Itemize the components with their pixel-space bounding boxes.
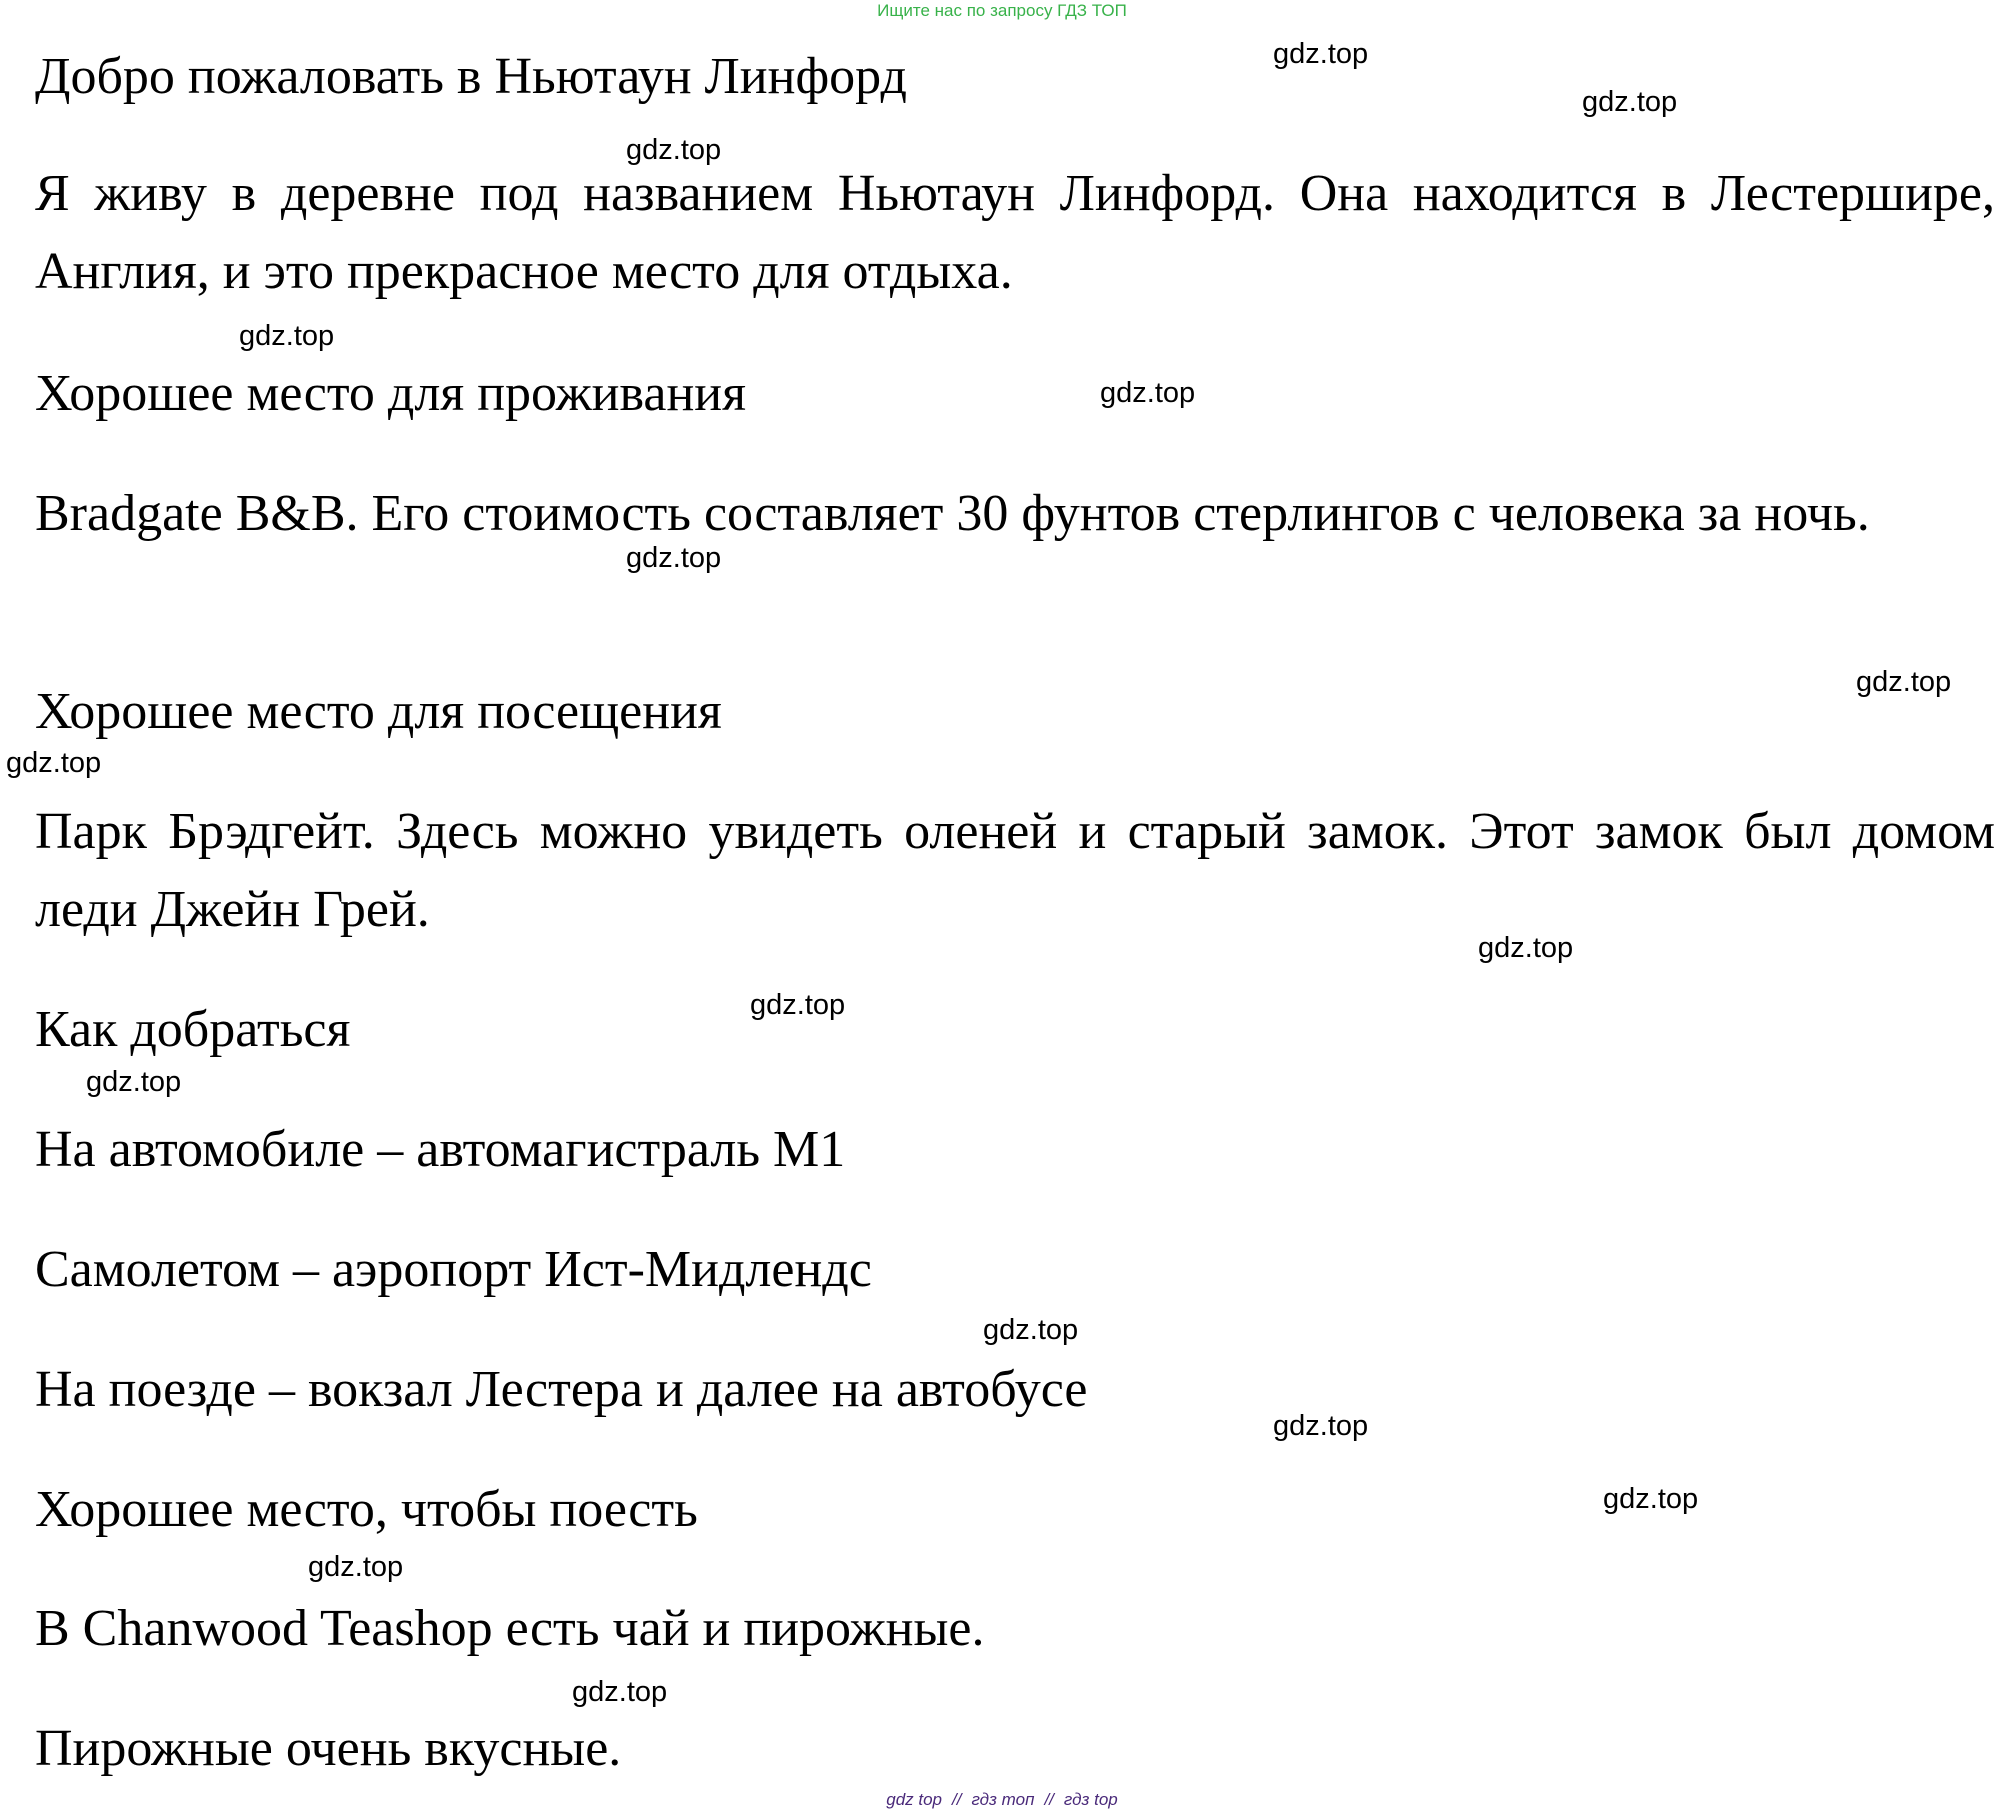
watermark: gdz.top: [626, 542, 722, 574]
watermark: gdz.top: [1478, 932, 1574, 964]
watermark: gdz.top: [1603, 1483, 1699, 1515]
watermark: gdz.top: [572, 1676, 668, 1708]
watermark: gdz.top: [750, 989, 846, 1021]
watermark: gdz.top: [1273, 38, 1369, 70]
stay-paragraph: Bradgate B&B. Его стоимость составляет 30 фунтов стерлингов с человека за ночь.: [35, 485, 1870, 542]
footer-link-3[interactable]: гдз top: [1063, 1790, 1118, 1809]
travel-car: На автомобиле – автомагистраль M1: [35, 1121, 846, 1178]
footer-link-1[interactable]: gdz top: [886, 1790, 942, 1809]
stay-heading: Хорошее место для проживания: [35, 365, 747, 422]
travel-plane: Самолетом – аэропорт Ист-Мидлендс: [35, 1241, 872, 1298]
eat-paragraph-2: Пирожные очень вкусные.: [35, 1720, 622, 1777]
watermark: gdz.top: [86, 1066, 182, 1098]
watermark: gdz.top: [1100, 377, 1196, 409]
watermark: gdz.top: [1856, 666, 1952, 698]
travel-heading: Как добраться: [35, 1001, 351, 1058]
watermark: gdz.top: [1273, 1410, 1369, 1442]
footer-separator: //: [1044, 1790, 1054, 1809]
eat-paragraph: В Chanwood Teashop есть чай и пирожные.: [35, 1600, 985, 1657]
page-title: Добро пожаловать в Ньютаун Линфорд: [35, 48, 907, 105]
watermark: gdz.top: [6, 747, 102, 779]
intro-paragraph: Я живу в деревне под названием Ньютаун Линфорд. Она находится в Лестершире, Англия, и это прекрасное место для отдыха.: [35, 165, 1995, 300]
watermark: gdz.top: [1582, 86, 1678, 118]
travel-train: На поезде – вокзал Лестера и далее на автобусе: [35, 1361, 1088, 1418]
visit-heading: Хорошее место для посещения: [35, 683, 722, 740]
watermark: gdz.top: [239, 320, 335, 352]
footer-banner[interactable]: [0, 1790, 2004, 1810]
footer-separator: //: [952, 1790, 962, 1809]
footer-link-2[interactable]: гдз топ: [971, 1790, 1035, 1809]
header-banner[interactable]: Ищите нас по запросу ГДЗ ТОП: [877, 1, 1127, 20]
watermark: gdz.top: [626, 134, 722, 166]
visit-paragraph: Парк Брэдгейт. Здесь можно увидеть оленей и старый замок. Этот замок был домом леди Джейн Грей.: [35, 803, 1995, 938]
eat-heading: Хорошее место, чтобы поесть: [35, 1481, 698, 1538]
watermark: gdz.top: [983, 1314, 1079, 1346]
watermark: gdz.top: [308, 1551, 404, 1583]
